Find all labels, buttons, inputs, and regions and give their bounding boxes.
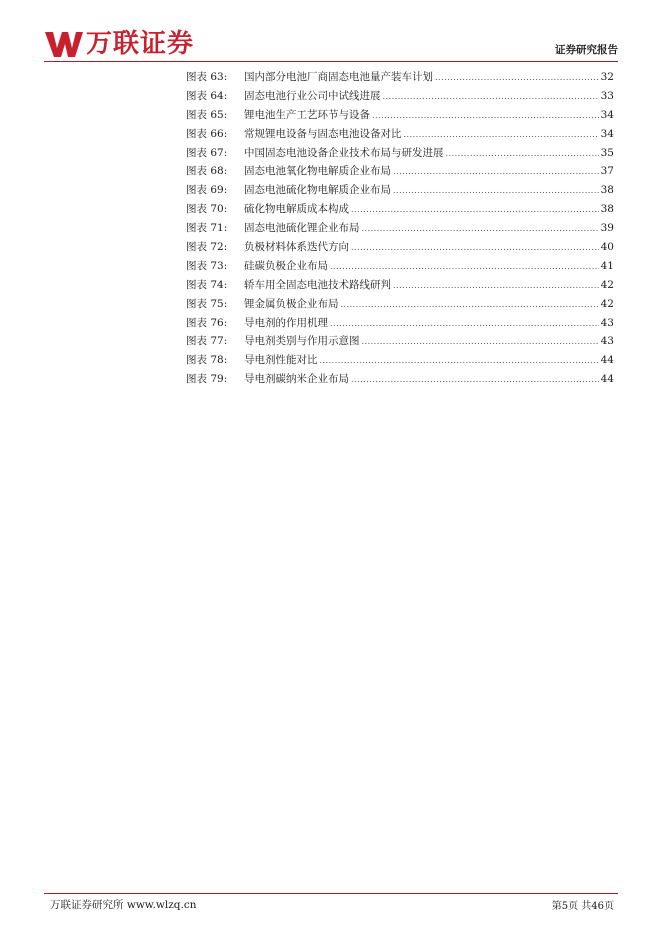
toc-entry-label: 图表 73: bbox=[186, 259, 228, 272]
toc-entry-page: 41 bbox=[600, 259, 614, 272]
toc-entry-page: 44 bbox=[600, 354, 614, 367]
toc-entry-label: 图表 69: bbox=[186, 184, 228, 197]
toc-entry-title: 导电剂类别与作用示意图 bbox=[244, 335, 360, 348]
toc-leader-dots bbox=[435, 69, 599, 88]
toc-entry-page: 39 bbox=[600, 222, 614, 235]
brand-logo bbox=[44, 28, 194, 60]
toc-entry-page: 34 bbox=[600, 127, 614, 140]
toc-entry-page: 40 bbox=[600, 241, 614, 254]
toc-entry-title: 硫化物电解质成本构成 bbox=[244, 203, 349, 216]
footer-source: 万联证券研究所 www.wlzq.cn bbox=[50, 899, 197, 911]
toc-entry-title: 负极材料体系迭代方向 bbox=[244, 241, 349, 254]
toc-entry-label: 图表 65: bbox=[186, 108, 228, 121]
toc-leader-dots bbox=[446, 145, 599, 164]
toc-entry[interactable] bbox=[186, 295, 614, 314]
toc-entry-page: 34 bbox=[600, 108, 614, 121]
toc-entry-label: 图表 67: bbox=[186, 146, 228, 159]
toc-entry[interactable] bbox=[186, 219, 614, 238]
toc-leader-dots bbox=[320, 352, 599, 371]
toc-leader-dots bbox=[393, 277, 599, 296]
toc-entry-title: 锂金属负极企业布局 bbox=[244, 297, 339, 310]
toc-entry[interactable] bbox=[186, 351, 614, 370]
toc-entry[interactable] bbox=[186, 68, 614, 87]
toc-entry[interactable] bbox=[186, 276, 614, 295]
toc-entry-title: 中国固态电池设备企业技术布局与研发进展 bbox=[244, 146, 444, 159]
toc-leader-dots bbox=[362, 220, 599, 239]
toc-entry-label: 图表 75: bbox=[186, 297, 228, 310]
toc-entry[interactable] bbox=[186, 370, 614, 389]
toc-entry-label: 图表 68: bbox=[186, 165, 228, 178]
toc-entry-page: 43 bbox=[600, 335, 614, 348]
report-type-label: 证券研究报告 bbox=[555, 44, 618, 56]
toc-leader-dots bbox=[351, 201, 599, 220]
toc-entry-page: 42 bbox=[600, 297, 614, 310]
toc-entry[interactable] bbox=[186, 314, 614, 333]
toc-leader-dots bbox=[351, 239, 599, 258]
toc-leader-dots bbox=[330, 258, 599, 277]
brand-name: 万联证券 bbox=[86, 29, 195, 59]
page-header bbox=[44, 28, 618, 60]
toc-entry-page: 38 bbox=[600, 203, 614, 216]
toc-entry-page: 35 bbox=[600, 146, 614, 159]
toc-entry-title: 固态电池氧化物电解质企业布局 bbox=[244, 165, 391, 178]
w-logo-icon bbox=[44, 29, 84, 59]
toc-entry-title: 导电剂的作用机理 bbox=[244, 316, 328, 329]
footer-divider bbox=[44, 893, 618, 894]
toc-entry-label: 图表 64: bbox=[186, 89, 228, 102]
toc-entry-page: 38 bbox=[600, 184, 614, 197]
header-divider bbox=[44, 61, 618, 62]
toc-entry-label: 图表 77: bbox=[186, 335, 228, 348]
toc-entry[interactable] bbox=[186, 87, 614, 106]
toc-entry[interactable] bbox=[186, 144, 614, 163]
toc-entry[interactable] bbox=[186, 181, 614, 200]
toc-entry[interactable] bbox=[186, 125, 614, 144]
toc-leader-dots bbox=[362, 333, 599, 352]
toc-leader-dots bbox=[383, 88, 599, 107]
toc-leader-dots bbox=[341, 296, 599, 315]
toc-entry-title: 导电剂碳纳米企业布局 bbox=[244, 373, 349, 386]
toc-entry-title: 固态电池硫化物电解质企业布局 bbox=[244, 184, 391, 197]
toc-leader-dots bbox=[393, 182, 599, 201]
toc-entry-label: 图表 70: bbox=[186, 203, 228, 216]
toc-entry-title: 硅碳负极企业布局 bbox=[244, 259, 328, 272]
toc-entry-title: 锂电池生产工艺环节与设备 bbox=[244, 108, 370, 121]
toc-leader-dots bbox=[393, 163, 599, 182]
toc-entry-page: 33 bbox=[600, 89, 614, 102]
toc-entry-title: 轿车用全固态电池技术路线研判 bbox=[244, 278, 391, 291]
figure-list bbox=[186, 68, 614, 389]
toc-entry-title: 固态电池硫化锂企业布局 bbox=[244, 222, 360, 235]
toc-entry-label: 图表 79: bbox=[186, 373, 228, 386]
toc-entry[interactable] bbox=[186, 106, 614, 125]
toc-leader-dots bbox=[404, 126, 599, 145]
toc-entry[interactable] bbox=[186, 332, 614, 351]
toc-leader-dots bbox=[330, 315, 599, 334]
toc-entry-label: 图表 72: bbox=[186, 241, 228, 254]
toc-entry-page: 37 bbox=[600, 165, 614, 178]
toc-entry-label: 图表 74: bbox=[186, 278, 228, 291]
toc-entry-title: 导电剂性能对比 bbox=[244, 354, 318, 367]
toc-entry-title: 常规锂电设备与固态电池设备对比 bbox=[244, 127, 402, 140]
toc-leader-dots bbox=[372, 107, 599, 126]
toc-entry[interactable] bbox=[186, 162, 614, 181]
toc-entry-page: 44 bbox=[600, 373, 614, 386]
toc-leader-dots bbox=[351, 371, 599, 390]
toc-entry-label: 图表 63: bbox=[186, 71, 228, 83]
page-number: 第5页 共46页 bbox=[551, 901, 614, 912]
toc-entry-label: 图表 78: bbox=[186, 354, 228, 367]
toc-entry-page: 42 bbox=[600, 278, 614, 291]
toc-entry-page: 32 bbox=[600, 71, 614, 83]
toc-entry[interactable] bbox=[186, 257, 614, 276]
toc-entry-label: 图表 76: bbox=[186, 316, 228, 329]
toc-entry-page: 43 bbox=[600, 316, 614, 329]
toc-entry-title: 国内部分电池厂商固态电池量产装车计划 bbox=[244, 71, 433, 83]
toc-entry-label: 图表 71: bbox=[186, 222, 228, 235]
toc-entry-label: 图表 66: bbox=[186, 127, 228, 140]
toc-entry[interactable] bbox=[186, 238, 614, 257]
toc-entry[interactable] bbox=[186, 200, 614, 219]
toc-entry-title: 固态电池行业公司中试线进展 bbox=[244, 89, 381, 102]
